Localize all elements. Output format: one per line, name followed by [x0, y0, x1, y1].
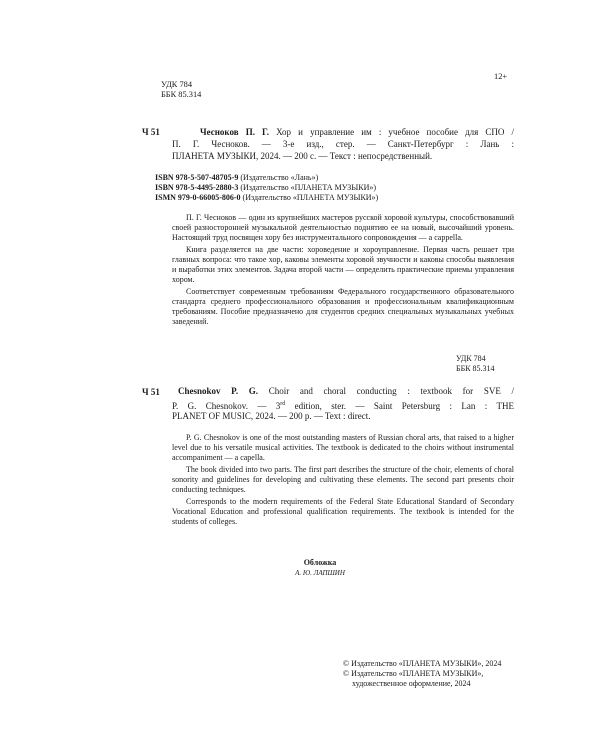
isbn-publisher: (Издательство «Лань»): [238, 173, 319, 182]
ru-annotation-p1: П. Г. Чесноков — один из крупнейших мастеров русской хоровой культуры, способствовавший своей разносторонней музыкальной деятельностью поднятию ее на новый, высочайший уровень. Настоящий труд посвящен хору без инструментального сопровождения — a cappella.: [172, 213, 514, 242]
cover-credits: [270, 558, 370, 578]
en-annotation-p2: The book divided into two parts. The first part describes the structure of the choir, elements of choral sonority and guidelines for developing and cultivating these elements. The second part presents choir conducting techniques.: [172, 465, 514, 494]
isbn-list: [155, 173, 378, 203]
en-edition-suffix: rd: [280, 401, 286, 407]
ru-record-line-1: [200, 127, 514, 138]
en-annotation-p3: Corresponds to the modern requirements of the Federal State Educational Standard of Secondary Vocational Education and professional qualification requirements. The textbook is intended for the students of colleges.: [172, 497, 514, 526]
ismn-number: ISMN 979-0-66005-806-0: [155, 193, 241, 202]
ru-title: Хор и управление им : учебное пособие для СПО /: [269, 127, 514, 137]
en-author: Chesnokov P. G.: [178, 386, 259, 396]
isbn-publisher: (Издательство «ПЛАНЕТА МУЗЫКИ»): [238, 183, 377, 192]
ru-annotation-p3: Соответствует современным требованиям Федерального государственного образовательного стандарта среднего профессионального образования и профессиональным квалификационным требованиям. Пособие предназначено для студентов средних специальных музыкальных учебных заведений.: [172, 287, 514, 326]
ru-annotation-p2: Книга разделяется на две части: хороведение и хороуправление. Первая часть решает три главных вопроса: что такое хор, каковы элементы хоровой звучности и каковы способы выявления и выработки этих элементов. Задача второй части — определить практические приемы управления хором.: [172, 245, 514, 284]
ru-record-line-3: ПЛАНЕТА МУЗЫКИ, 2024. — 200 с. — Текст : непосредственный.: [172, 151, 433, 161]
cover-title: Обложка: [303, 558, 337, 567]
ru-record-line-2: П. Г. Чесноков. — 3-е изд., стер. — Санкт-Петербург : Лань :: [172, 139, 514, 149]
isbn-number: ISBN 978-5-4495-2880-3: [155, 183, 239, 192]
en-annotation-p1: P. G. Chesnokov is one of the most outstanding masters of Russian choral arts, that raised to a higher level due to his versatile musical activities. The textbook is dedicated to the choirs without instrumental accompaniment — a capella.: [172, 433, 514, 462]
isbn-row: [155, 173, 378, 183]
en-catalog-code: Ч 51: [142, 387, 160, 397]
en-record-line-3: PLANET OF MUSIC, 2024. — 200 p. — Text : direct.: [172, 411, 371, 421]
udk-code: УДК 784: [456, 354, 486, 363]
en-annotation: [172, 433, 514, 527]
copyright-line-3: художественное оформление, 2024: [352, 679, 471, 688]
bbk-code: ББК 85.314: [161, 90, 202, 99]
ru-annotation: [172, 213, 514, 327]
ru-author: Чесноков П. Г.: [200, 127, 270, 137]
isbn-publisher: (Издательство «ПЛАНЕТА МУЗЫКИ»): [240, 193, 379, 202]
age-rating: 12+: [494, 72, 508, 81]
copyright-line-2: © Издательство «ПЛАНЕТА МУЗЫКИ»,: [343, 669, 484, 678]
en-record-line-2-part-a: P. G. Chesnokov. — 3: [172, 401, 281, 411]
copyright-line-1: © Издательство «ПЛАНЕТА МУЗЫКИ», 2024: [343, 659, 502, 668]
ru-bibliographic-record: [200, 127, 514, 138]
ru-footer-codes: [456, 354, 495, 374]
ru-catalog-code: Ч 51: [142, 127, 160, 137]
isbn-number: ISBN 978-5-507-48705-9: [155, 173, 239, 182]
header-codes: [161, 80, 201, 100]
en-title: Choir and choral conducting : textbook for SVE /: [258, 386, 515, 396]
bbk-code: ББК 85.314: [456, 364, 495, 373]
copyright-block: [343, 659, 501, 689]
udk-code: УДК 784: [161, 80, 193, 89]
en-record-line-1: [178, 386, 514, 397]
cover-artist: А. Ю. ЛАПШИН: [295, 569, 345, 577]
isbn-row: [155, 183, 378, 193]
isbn-row: [155, 193, 378, 203]
en-record-line-2-part-b: edition, ster. — Saint Petersburg : Lan : THE: [285, 401, 514, 411]
